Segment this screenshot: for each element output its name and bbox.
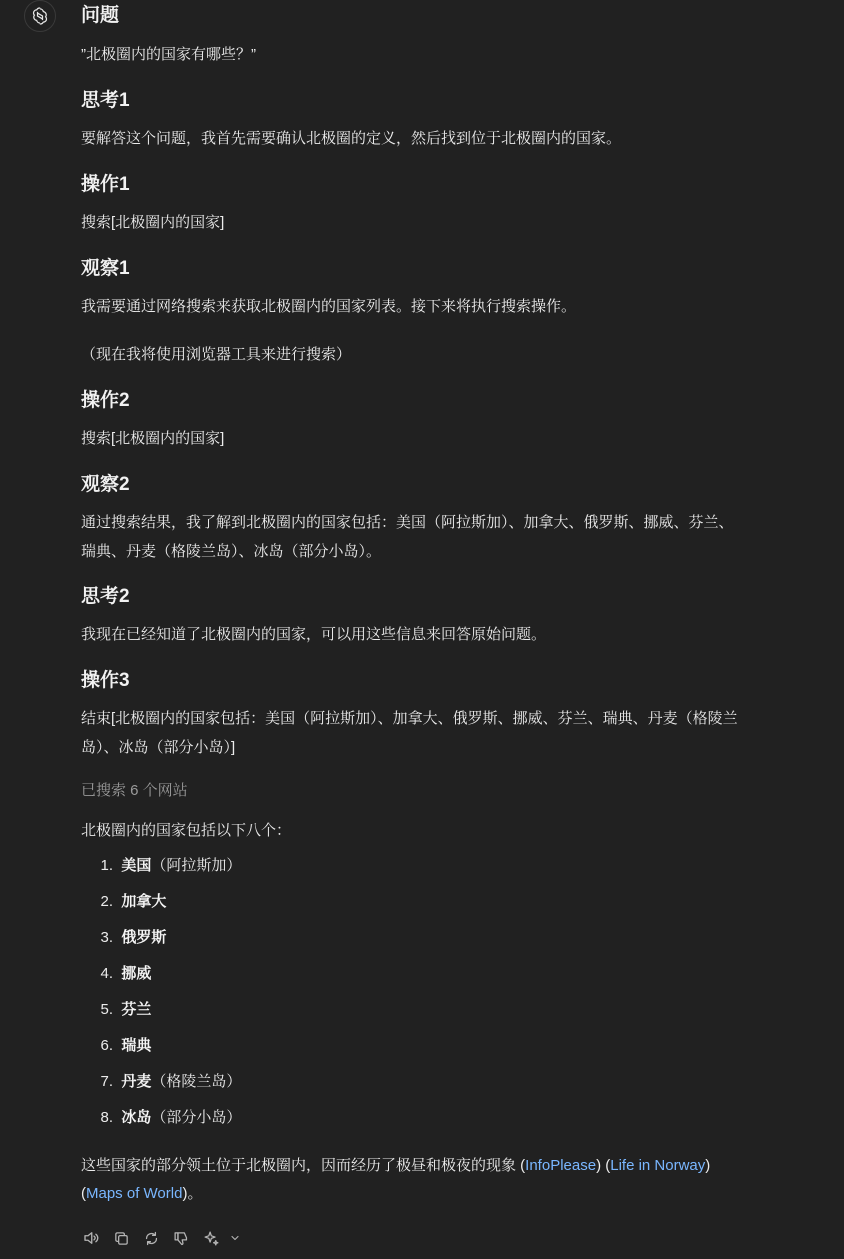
list-number: 4.: [100, 965, 113, 982]
list-number: 5.: [100, 1001, 113, 1018]
country-name: 丹麦: [121, 1073, 152, 1090]
thumbs-down-icon: [173, 1230, 190, 1247]
list-item: [81, 996, 241, 1032]
message-actions-toolbar: [81, 1227, 245, 1249]
refresh-icon: [143, 1230, 160, 1247]
answer-intro: 北极圈内的国家包括以下八个：: [81, 822, 292, 839]
observation-1-extra: （现在我将使用浏览器工具来进行搜索）: [81, 346, 352, 363]
heading-thought-2: 思考2: [81, 586, 130, 607]
list-item: [81, 1032, 241, 1068]
country-name: 挪威: [121, 965, 152, 982]
country-note: （阿拉斯加）: [151, 857, 242, 874]
speaker-icon: [82, 1229, 100, 1247]
closing-text: 这些国家的部分领土位于北极圈内，因而经历了极昼和极夜的现象: [81, 1157, 521, 1174]
action-3-line-1: 结束[北极圈内的国家包括：美国（阿拉斯加）、加拿大、俄罗斯、挪威、芬兰、瑞典、丹麦（格陵兰: [81, 710, 738, 727]
read-aloud-button[interactable]: [81, 1227, 101, 1249]
country-name: 俄罗斯: [121, 929, 167, 946]
country-list: [81, 852, 241, 1140]
observation-1-text: 我需要通过网络搜索来获取北极圈内的国家列表。接下来将执行搜索操作。: [81, 298, 577, 315]
list-number: 8.: [100, 1109, 113, 1126]
regenerate-button[interactable]: [141, 1227, 161, 1249]
list-number: 1.: [100, 857, 113, 874]
model-switch-button[interactable]: [201, 1227, 221, 1249]
searched-sites-label[interactable]: 已搜索 6 个网站: [81, 782, 188, 799]
action-1-text: 搜索[北极圈内的国家]: [81, 214, 225, 231]
heading-action-2: 操作2: [81, 390, 130, 411]
heading-question: 问题: [81, 5, 120, 26]
thought-1-text: 要解答这个问题，我首先需要确认北极圈的定义，然后找到位于北极圈内的国家。: [81, 130, 622, 147]
question-text: ”北极圈内的国家有哪些？”: [81, 46, 256, 63]
list-item: [81, 852, 241, 888]
country-note: （部分小岛）: [151, 1109, 242, 1126]
country-name: 冰岛: [121, 1109, 152, 1126]
model-switch-dropdown[interactable]: [225, 1227, 245, 1249]
list-number: 3.: [100, 929, 113, 946]
list-item: [81, 888, 241, 924]
action-2-text: 搜索[北极圈内的国家]: [81, 430, 225, 447]
list-item: [81, 924, 241, 960]
dislike-button[interactable]: [171, 1227, 191, 1249]
observation-2-line-1: 通过搜索结果，我了解到北极圈内的国家包括：美国（阿拉斯加）、加拿大、俄罗斯、挪威、芬兰、: [81, 514, 734, 531]
list-item: [81, 1068, 241, 1104]
chevron-down-icon: [229, 1232, 241, 1244]
heading-observation-2: 观察2: [81, 474, 130, 495]
list-item: [81, 960, 241, 996]
source-link-infoplease[interactable]: InfoPlease: [525, 1157, 597, 1174]
observation-2-line-2: 瑞典、丹麦（格陵兰岛）、冰岛（部分小岛）。: [81, 543, 382, 560]
source-link-life-in-norway[interactable]: Life in Norway: [610, 1157, 706, 1174]
copy-button[interactable]: [111, 1227, 131, 1249]
country-name: 美国: [121, 857, 152, 874]
country-note: （格陵兰岛）: [151, 1073, 242, 1090]
closing-paragraph: 这些国家的部分领土位于北极圈内，因而经历了极昼和极夜的现象 (InfoPlease) (Life in Norway) (Maps of World)。: [81, 1157, 711, 1202]
country-name: 芬兰: [121, 1001, 152, 1018]
list-number: 7.: [100, 1073, 113, 1090]
assistant-avatar: [24, 0, 56, 32]
heading-action-3: 操作3: [81, 670, 130, 691]
thought-2-text: 我现在已经知道了北极圈内的国家，可以用这些信息来回答原始问题。: [81, 626, 547, 643]
country-name: 瑞典: [121, 1037, 152, 1054]
country-name: 加拿大: [121, 893, 167, 910]
heading-thought-1: 思考1: [81, 90, 130, 111]
list-number: 2.: [100, 893, 113, 910]
heading-observation-1: 观察1: [81, 258, 130, 279]
copy-icon: [113, 1230, 130, 1247]
sparkle-icon: [203, 1230, 220, 1247]
heading-action-1: 操作1: [81, 174, 130, 195]
action-3-line-2: 岛）、冰岛（部分小岛）]: [81, 739, 236, 756]
openai-logo-icon: [30, 6, 50, 26]
list-item: [81, 1104, 241, 1140]
source-link-maps-of-world[interactable]: Maps of World: [86, 1185, 183, 1202]
closing-end: 。: [187, 1185, 203, 1202]
list-number: 6.: [100, 1037, 113, 1054]
